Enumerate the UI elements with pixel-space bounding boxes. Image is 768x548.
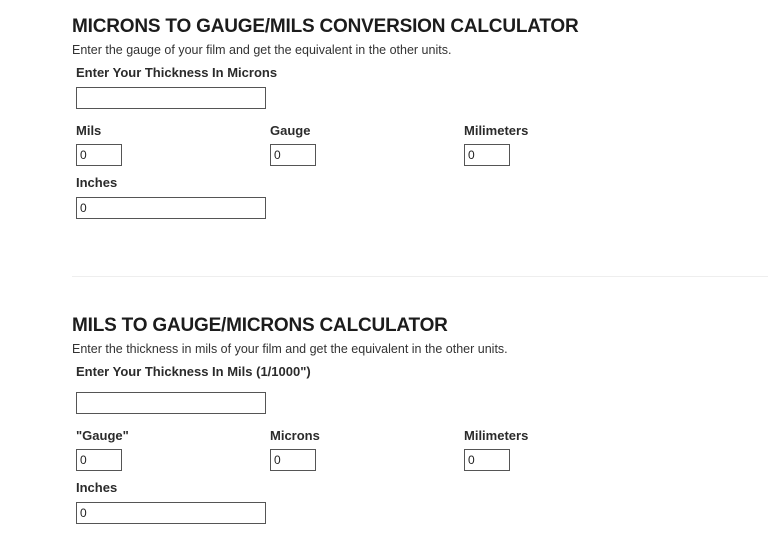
- millimeters-result-2-label: Milimeters: [464, 428, 529, 443]
- microns-calculator: [72, 16, 752, 219]
- millimeters-result-field[interactable]: [464, 144, 510, 166]
- microns-calculator-description: Enter the gauge of your film and get the equivalent in the other units.: [72, 43, 452, 57]
- millimeters-result: [464, 123, 528, 166]
- gauge-result-label: Gauge: [270, 123, 311, 138]
- millimeters-result-2: [464, 428, 528, 471]
- millimeters-result-2-field[interactable]: [464, 449, 510, 471]
- microns-results-row: [72, 123, 752, 169]
- section-divider: [72, 276, 768, 277]
- gauge-result-2-field[interactable]: [76, 449, 122, 471]
- millimeters-result-label: Milimeters: [464, 123, 529, 138]
- gauge-result: [270, 123, 316, 166]
- mils-input-label: Enter Your Thickness In Mils (1/1000"): [76, 364, 311, 379]
- microns-calculator-title: MICRONS TO GAUGE/MILS CONVERSION CALCULATOR: [72, 16, 579, 37]
- gauge-result-2-label: "Gauge": [76, 428, 129, 443]
- microns-input[interactable]: [76, 87, 266, 109]
- microns-result-label: Microns: [270, 428, 320, 443]
- gauge-result-2: [76, 428, 129, 471]
- mils-calculator: [72, 315, 752, 524]
- inches-result-label: Inches: [76, 175, 118, 190]
- mils-result-field[interactable]: [76, 144, 122, 166]
- microns-input-label: Enter Your Thickness In Microns: [76, 65, 278, 80]
- gauge-result-field[interactable]: [270, 144, 316, 166]
- mils-result-label: Mils: [76, 123, 102, 138]
- inches-result-2-field[interactable]: [76, 502, 266, 524]
- microns-result: [270, 428, 320, 471]
- mils-calculator-title: MILS TO GAUGE/MICRONS CALCULATOR: [72, 315, 448, 336]
- mils-calculator-description: Enter the thickness in mils of your film and get the equivalent in the other units.: [72, 342, 508, 356]
- mils-results-row: [72, 428, 752, 474]
- mils-result: [76, 123, 122, 166]
- microns-result-field[interactable]: [270, 449, 316, 471]
- mils-input[interactable]: [76, 392, 266, 414]
- inches-result-field[interactable]: [76, 197, 266, 219]
- inches-result-2-label: Inches: [76, 480, 118, 495]
